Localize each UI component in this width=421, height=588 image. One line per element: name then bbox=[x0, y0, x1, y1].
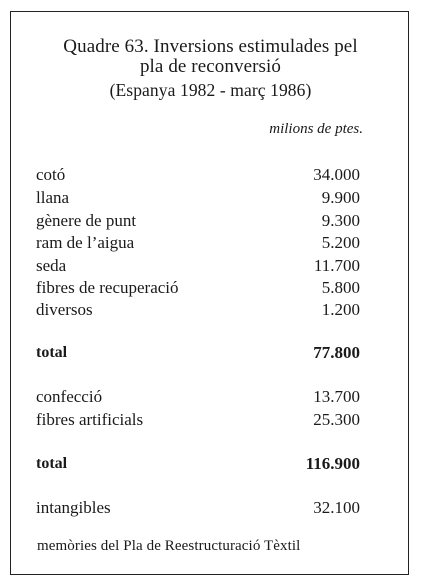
table-row bbox=[36, 255, 360, 277]
row-value: 9.300 bbox=[321, 211, 360, 230]
total-row bbox=[36, 342, 360, 364]
table-title-line-2: pla de reconversió bbox=[139, 56, 282, 77]
row-label: llana bbox=[36, 188, 70, 207]
table-row bbox=[36, 187, 360, 209]
row-label: gènere de punt bbox=[36, 211, 137, 230]
total-value: 77.800 bbox=[313, 343, 360, 362]
row-label: fibres artificials bbox=[36, 410, 144, 429]
table-row bbox=[36, 409, 360, 431]
row-value: 1.200 bbox=[321, 300, 360, 319]
row-label: diversos bbox=[36, 300, 93, 319]
total-label: total bbox=[36, 344, 68, 361]
row-value: 11.700 bbox=[313, 256, 360, 275]
row-label: confecció bbox=[36, 387, 103, 406]
table-row bbox=[36, 232, 360, 254]
total-value: 116.900 bbox=[305, 454, 360, 473]
table-title-line-1: Quadre 63. Inversions estimulades pel bbox=[63, 36, 358, 57]
units-label: milions de ptes. bbox=[269, 121, 363, 137]
row-label: seda bbox=[36, 256, 67, 275]
table-row bbox=[36, 386, 360, 408]
row-label: ram de l’aigua bbox=[36, 233, 135, 252]
grand-total-row bbox=[36, 453, 360, 475]
table-row bbox=[36, 299, 360, 321]
row-value: 32.100 bbox=[313, 498, 360, 517]
table-row bbox=[36, 164, 360, 186]
total-label: total bbox=[36, 455, 68, 472]
row-value: 25.300 bbox=[313, 410, 360, 429]
table-row bbox=[36, 277, 360, 299]
row-value: 5.200 bbox=[321, 233, 360, 252]
table-row bbox=[36, 210, 360, 232]
intangibles-row bbox=[36, 497, 360, 519]
row-value: 13.700 bbox=[313, 387, 360, 406]
row-value: 9.900 bbox=[321, 188, 360, 207]
row-value: 5.800 bbox=[321, 278, 360, 297]
row-value: 34.000 bbox=[313, 165, 360, 184]
source-note: memòries del Pla de Reestructuració Tèxtil bbox=[37, 538, 301, 554]
row-label: fibres de recuperació bbox=[36, 278, 179, 297]
table-subtitle: (Espanya 1982 - març 1986) bbox=[109, 80, 312, 100]
row-label: intangibles bbox=[36, 498, 111, 517]
row-label: cotó bbox=[36, 165, 66, 184]
